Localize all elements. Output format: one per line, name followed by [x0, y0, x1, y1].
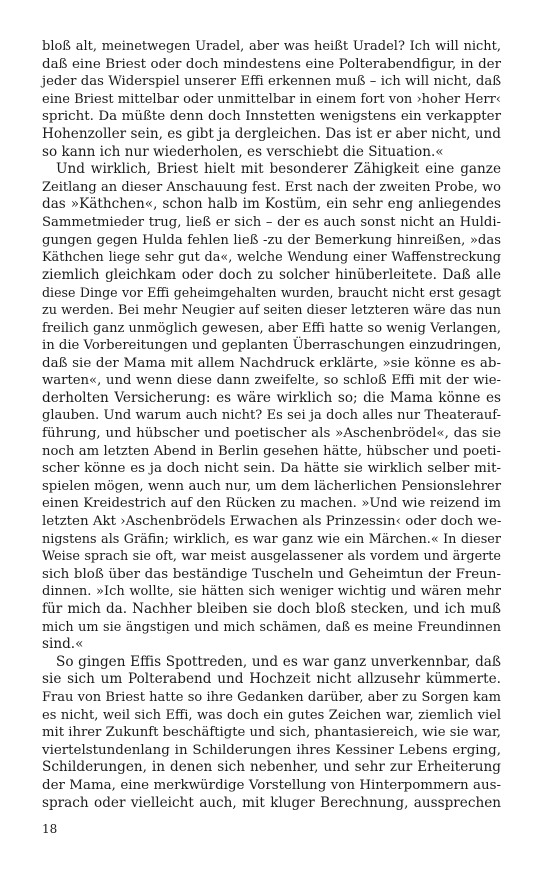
- text-line: für mich da. Nachher bleiben sie doch bloß stecken, und ich muß: [42, 601, 501, 617]
- text-line: Weise sprach sie oft, war meist ausgelassener als vordem und ärgerte: [42, 549, 501, 565]
- text-line: derholten Versicherung: es wäre wirklich so; die Mama könne es: [42, 389, 501, 406]
- text-line: viertelstundenlang in Schilderungen ihres Kessiner Lebens erging,: [42, 742, 501, 758]
- body-text: [42, 38, 501, 812]
- text-line: daß eine Briest oder doch mindestens eine Polterabendfigur, in der: [42, 56, 501, 72]
- text-line: Hohenzoller sein, es gibt ja dergleichen. Das ist er aber nicht, und: [42, 125, 502, 142]
- text-line: Käthchen liege sehr gut da«, welche Wendung einer Waffenstreckung: [42, 250, 501, 266]
- text-line: So gingen Effis Spottreden, und es war ganz unverkennbar, daß: [56, 653, 501, 670]
- text-line: sprach oder vielleicht auch, mit kluger Berechnung, aussprechen: [42, 794, 501, 811]
- text-line: zu werden. Bei mehr Neugier auf seiten dieser letzteren wäre das nun: [42, 302, 501, 318]
- text-line: spricht. Da müßte denn doch Innstetten wenigstens ein verkappter: [42, 109, 501, 125]
- text-line: Frau von Briest hatte so ihre Gedanken darüber, aber zu Sorgen kam: [42, 689, 501, 705]
- text-line: warten«, und wenn diese dann zweifelte, so schloß Effi mit der wie-: [42, 373, 501, 389]
- text-line: ziemlich gleichkam oder doch zu solcher hinüberleitete. Daß alle: [42, 266, 501, 283]
- text-line: Schilderungen, in denen sich nebenher, und sehr zur Erheiterung: [42, 759, 501, 776]
- text-line: es nicht, weil sich Effi, was doch ein gutes Zeichen war, ziemlich viel: [42, 707, 501, 723]
- text-line: Zeitlang an dieser Anschauung fest. Erst nach der zweiten Probe, wo: [42, 179, 501, 195]
- text-line: in die Vorbereitungen und geplanten Überraschungen einzudringen,: [42, 338, 502, 354]
- text-line: bloß alt, meinetwegen Uradel, aber was heißt Uradel? Ich will nicht,: [42, 39, 501, 54]
- text-line: sind.«: [42, 636, 84, 653]
- text-line: letzten Akt ›Aschenbrödels Erwachen als Prinzessin‹ oder doch we-: [42, 514, 502, 530]
- text-line: Sammetmieder trug, ließ er sich – der es auch sonst nicht an Huldi-: [42, 214, 501, 230]
- text-line: eine Briest mittelbar oder unmittelbar in einem fort von ›hoher Herr‹: [42, 91, 501, 107]
- text-line: nigstens als Gräfin; wirklich, es war ganz wie ein Märchen.« In dieser: [42, 531, 501, 547]
- text-line: das »Käthchen«, schon halb im Kostüm, ein sehr eng anliegendes: [42, 196, 501, 213]
- text-line: glauben. Und warum auch nicht? Es sei ja doch alles nur Theaterauf-: [42, 408, 501, 424]
- text-line: der Mama, eine merkwürdige Vorstellung von Hinterpommern aus-: [42, 777, 501, 793]
- text-line: daß sie der Mama mit allem Nachdruck erklärte, »sie könne es ab-: [42, 355, 501, 371]
- text-line: mich um sie ängstigen und mich schämen, daß es meine Freundinnen: [42, 619, 501, 635]
- text-line: so kann ich nur wiederholen, es verschiebt die Situation.«: [42, 143, 444, 160]
- text-line: gungen gegen Hulda fehlen ließ -zu der Bemerkung hinreißen, »das: [42, 232, 501, 248]
- text-line: dinnen. »Ich wollte, sie hätten sich weniger wichtig und wären mehr: [42, 584, 501, 600]
- text-line: einen Kreidestrich auf den Rücken zu machen. »Und wie reizend im: [42, 496, 501, 512]
- text-line: diese Dinge vor Effi geheimgehalten wurden, braucht nicht erst gesagt: [42, 285, 501, 301]
- page-number: 18: [42, 822, 58, 836]
- text-line: sich bloß über das beständige Tuscheln und Geheimtun der Freun-: [42, 566, 501, 582]
- text-line: führung, und hübscher und poetischer als »Aschenbrödel«, das sie: [42, 426, 501, 442]
- text-line: jeder das Widerspiel unserer Effi erkennen muß – ich will nicht, daß: [42, 74, 501, 90]
- text-line: freilich ganz unmöglich gewesen, aber Effi hatte so wenig Verlangen,: [42, 320, 501, 336]
- text-line: Und wirklich, Briest hielt mit besonderer Zähigkeit eine ganze: [56, 161, 501, 178]
- text-line: spielen mögen, wenn auch nur, um dem lächerlichen Pensionslehrer: [42, 478, 501, 494]
- text-line: noch am letzten Abend in Berlin gesehen hätte, hübscher und poeti-: [42, 443, 501, 459]
- text-line: scher könne es ja doch nicht sein. Da hätte sie wirklich selber mit-: [42, 461, 501, 477]
- text-line: sie sich um Polterabend und Hochzeit nicht allzusehr kümmerte.: [42, 671, 501, 688]
- text-line: mit ihrer Zukunft beschäftigte und sich, phantasiereich, wie sie war,: [42, 725, 501, 741]
